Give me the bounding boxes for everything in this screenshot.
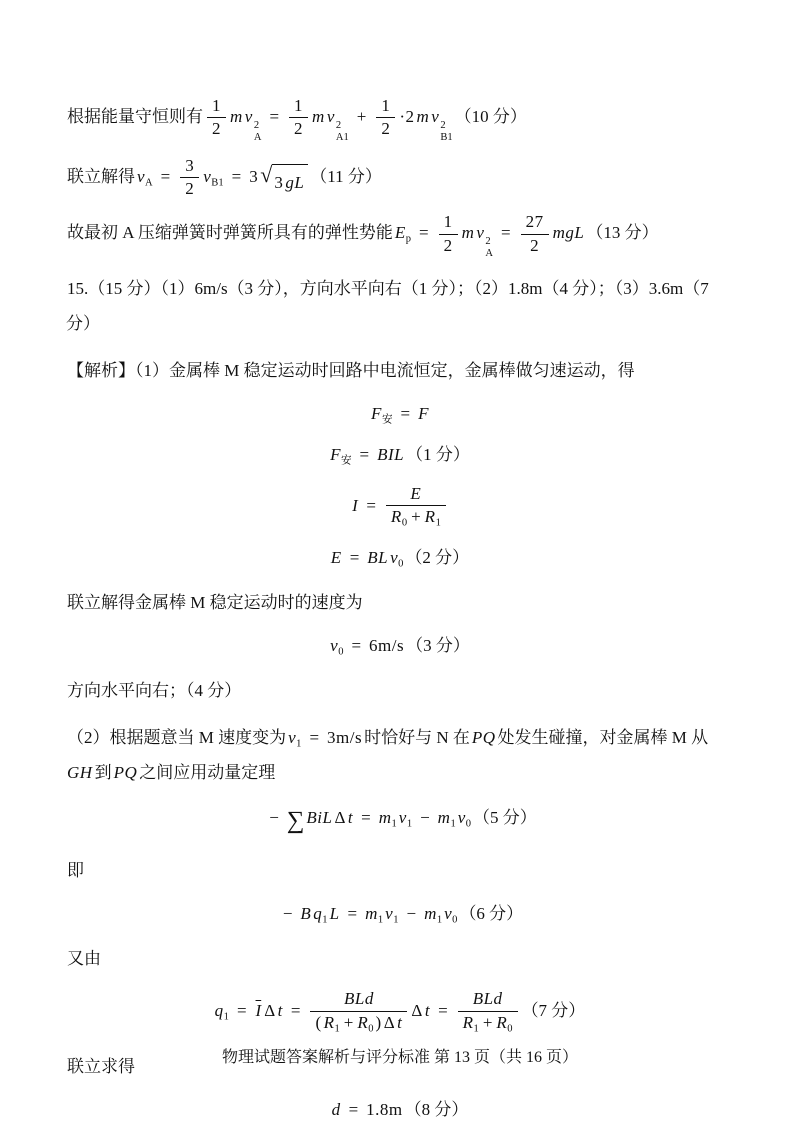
number <box>212 119 221 139</box>
base-glyph: 3 <box>274 172 284 192</box>
formula-line <box>66 989 734 1036</box>
variable <box>332 1097 341 1123</box>
number <box>294 96 303 116</box>
denominator <box>439 235 458 256</box>
variable <box>444 901 457 929</box>
operator: − <box>269 808 279 828</box>
superscript: 2 <box>335 119 342 131</box>
numerator <box>180 156 199 178</box>
numerator <box>289 96 308 118</box>
variable <box>203 160 223 195</box>
base-glyph: PQ <box>471 728 496 748</box>
base-glyph: R <box>323 1012 335 1032</box>
base-glyph: v <box>431 106 440 126</box>
variable <box>137 160 153 195</box>
formula-line <box>66 901 734 929</box>
operator: = <box>348 1099 359 1119</box>
base-glyph: R <box>357 1012 369 1032</box>
denominator <box>180 178 199 199</box>
base-glyph: 6m/s <box>369 635 405 655</box>
radicand <box>272 164 308 201</box>
variable <box>352 493 358 519</box>
fraction <box>180 156 199 200</box>
text-run: 方向水平向右；（4 分） <box>67 681 242 701</box>
base-glyph: ( <box>315 1012 322 1032</box>
number <box>185 179 194 199</box>
overbar-variable: $\overline{I}$ <box>255 1001 262 1021</box>
variable <box>357 1013 373 1036</box>
operator: = <box>160 166 171 186</box>
variable <box>417 100 430 135</box>
variable <box>365 901 383 929</box>
variable <box>67 756 93 791</box>
subscript: 1 <box>393 914 399 926</box>
variable <box>330 901 340 927</box>
base-glyph: BLd <box>472 989 503 1009</box>
number <box>315 1013 321 1033</box>
text-run: （2）根据题意当 M 速度变为 <box>67 728 287 748</box>
variable <box>230 100 243 135</box>
operator: + <box>411 507 421 527</box>
subscript: 0 <box>398 558 404 570</box>
subscript: 0 <box>338 646 344 658</box>
operator: − <box>406 903 417 923</box>
base-glyph: t <box>277 1001 283 1021</box>
operator: + <box>482 1012 493 1032</box>
number <box>411 998 422 1024</box>
number <box>334 805 345 831</box>
fraction <box>386 484 446 531</box>
variable <box>377 442 404 468</box>
variable <box>424 901 442 929</box>
base-glyph: m <box>461 223 475 243</box>
base-glyph: 27 <box>525 212 544 232</box>
base-glyph: m <box>437 808 451 828</box>
formula-line <box>66 1097 734 1123</box>
page-footer: 物理试题答案解析与评分标准 第 13 页（共 16 页） <box>221 1049 578 1066</box>
number <box>526 212 544 232</box>
text-run: 联立求得 <box>67 1056 135 1076</box>
numerator <box>376 96 395 118</box>
variable <box>458 805 471 833</box>
variable <box>288 721 301 756</box>
operator: = <box>400 403 411 423</box>
variable <box>463 1013 479 1036</box>
text-run: 联立解得 <box>67 166 135 186</box>
operator: = <box>438 1001 448 1021</box>
base-glyph: BIL <box>377 445 405 465</box>
number <box>249 160 258 195</box>
fraction <box>521 212 549 256</box>
variable <box>425 998 430 1024</box>
subscript: A <box>145 177 153 189</box>
operator: = <box>290 1001 301 1021</box>
base-glyph: m <box>424 903 437 923</box>
number <box>185 156 194 176</box>
base-glyph: m <box>230 106 243 126</box>
variable <box>245 100 262 144</box>
operator: = <box>349 547 360 567</box>
base-glyph: d <box>331 1099 341 1119</box>
base-glyph: L <box>329 903 340 923</box>
operator: = <box>351 635 362 655</box>
base-glyph: R <box>424 507 436 527</box>
text-run: 即 <box>67 860 84 880</box>
variable <box>371 401 392 429</box>
operator: = <box>231 166 242 186</box>
subscript: 1 <box>473 1023 479 1035</box>
superscript: 2 <box>485 236 491 248</box>
base-glyph: gL <box>285 172 305 192</box>
subscript: B1 <box>211 177 224 189</box>
text-run: （1 分） <box>406 445 470 465</box>
base-glyph: R <box>496 1012 508 1032</box>
variable <box>278 998 283 1024</box>
base-glyph: t <box>397 1012 403 1032</box>
base-glyph: t <box>424 1001 431 1021</box>
variable <box>462 216 475 251</box>
base-glyph: q <box>214 1001 224 1021</box>
variable <box>331 545 342 571</box>
fraction <box>376 96 395 140</box>
variable <box>306 805 332 831</box>
operator: − <box>420 808 430 828</box>
text-run: 之间应用动量定理 <box>139 763 276 783</box>
base-glyph: m <box>416 106 430 126</box>
number <box>212 96 221 116</box>
denominator <box>289 118 308 139</box>
base-glyph: BL <box>367 547 389 567</box>
radical-sign: √ <box>260 161 273 187</box>
formula-line <box>66 803 734 840</box>
number <box>327 721 362 756</box>
numerator <box>207 96 226 118</box>
numerator <box>458 989 518 1011</box>
subscript: 1 <box>334 1023 340 1035</box>
base-glyph: I <box>352 496 359 516</box>
subscript: 0 <box>401 517 408 529</box>
base-glyph: ·2 <box>399 106 415 126</box>
text-run: （2 分） <box>405 547 470 567</box>
denominator <box>386 506 446 530</box>
variable <box>395 216 411 251</box>
subscript: 1 <box>406 818 413 830</box>
operator: = <box>347 903 358 923</box>
operator: = <box>309 728 320 748</box>
subscript: 0 <box>507 1023 513 1035</box>
base-glyph: 2 <box>185 179 195 199</box>
text-run: （7 分） <box>521 1001 586 1021</box>
formula-line <box>66 545 734 573</box>
base-glyph: v <box>330 635 339 655</box>
base-glyph: PQ <box>113 763 138 783</box>
paragraph <box>66 721 734 791</box>
base-glyph: 3 <box>249 166 259 186</box>
variable <box>553 216 585 251</box>
summation-symbol: ∑ <box>286 806 305 834</box>
operator: = <box>361 808 371 828</box>
variable <box>312 100 325 135</box>
base-glyph: 1 <box>212 96 221 115</box>
numerator <box>386 484 446 506</box>
variable <box>324 1013 340 1036</box>
variable <box>330 633 343 661</box>
text-run: 【解析】（1）金属棒 M 稳定运动时回路中电流恒定，金属棒做匀速运动，得 <box>67 361 635 381</box>
base-glyph: v <box>288 728 297 748</box>
subscript: 安 <box>341 456 352 468</box>
operator: = <box>236 1001 247 1021</box>
base-glyph: v <box>457 808 466 828</box>
variable <box>114 756 138 791</box>
fraction <box>207 96 226 140</box>
base-glyph: GH <box>67 763 93 783</box>
base-glyph: v <box>444 903 453 923</box>
subscript: 1 <box>322 914 328 926</box>
paragraph <box>66 942 734 977</box>
superscript: 2 <box>440 119 446 131</box>
operator: = <box>501 223 511 243</box>
subscript: 1 <box>223 1012 229 1024</box>
variable <box>425 507 441 530</box>
text-run: 根据能量守恒则有 <box>67 106 203 126</box>
base-glyph: v <box>385 903 394 923</box>
variable <box>476 216 493 260</box>
text-run: （10 分） <box>454 106 527 126</box>
base-glyph: mgL <box>552 223 585 243</box>
base-glyph: E <box>394 223 406 243</box>
fraction <box>439 212 458 256</box>
base-glyph: 2 <box>212 119 221 139</box>
text-run: （8 分） <box>404 1099 469 1119</box>
operator: = <box>359 445 370 465</box>
subscript: p <box>405 233 411 245</box>
text-run: 又由 <box>67 949 101 969</box>
fraction <box>289 96 308 140</box>
base-glyph: Δ <box>411 1001 423 1021</box>
operator: = <box>269 106 280 126</box>
text-run: 到 <box>94 763 112 783</box>
number <box>294 119 303 139</box>
variable <box>410 484 421 504</box>
base-glyph: F <box>418 403 429 423</box>
text-run: 15.（15 分）（1）6m/s（3 分），方向水平向右（1 分）；（2）1.8m（4 分）；（3）3.6m（7 分） <box>66 279 709 334</box>
base-glyph: Δ <box>383 1012 396 1032</box>
variable <box>472 721 496 756</box>
paragraph <box>66 354 734 389</box>
denominator <box>310 1012 407 1036</box>
subscript: A <box>485 248 494 260</box>
numerator <box>310 989 407 1011</box>
subscript: 1 <box>436 914 443 926</box>
text-run: （5 分） <box>473 808 537 828</box>
base-glyph: m <box>365 903 378 923</box>
paragraph <box>66 96 734 144</box>
base-glyph: v <box>326 106 335 126</box>
number <box>384 1013 395 1033</box>
text-run: （13 分） <box>586 223 659 243</box>
number <box>444 236 453 256</box>
base-glyph: v <box>390 547 399 567</box>
variable <box>438 805 456 833</box>
base-glyph: v <box>398 808 407 828</box>
fraction <box>310 989 407 1036</box>
base-glyph: BLd <box>344 989 374 1009</box>
number <box>530 236 539 256</box>
base-glyph: m <box>312 106 325 126</box>
paragraph <box>66 586 734 621</box>
subscript: 0 <box>465 818 472 830</box>
operator: = <box>419 223 429 243</box>
number <box>264 998 275 1024</box>
scripts-stack <box>336 120 349 144</box>
base-glyph: 2 <box>530 235 540 255</box>
text-run: （11 分） <box>310 166 382 186</box>
denominator <box>458 1012 518 1036</box>
scripts-stack <box>254 120 262 144</box>
base-glyph: 3m/s <box>327 728 363 748</box>
subscript: 1 <box>391 818 397 830</box>
base-glyph: Δ <box>334 808 346 828</box>
base-glyph: m <box>378 808 392 828</box>
operator: + <box>356 106 367 126</box>
variable <box>379 805 397 833</box>
numerator <box>521 212 549 234</box>
variable <box>496 1013 512 1036</box>
base-glyph: 2 <box>381 119 391 139</box>
base-glyph: R <box>462 1012 474 1032</box>
scripts-stack <box>485 236 493 260</box>
base-glyph: 2 <box>294 119 304 139</box>
subscript: 1 <box>296 738 302 750</box>
numerator <box>439 212 458 234</box>
variable <box>391 507 407 530</box>
variable <box>431 100 452 144</box>
variable <box>330 442 351 470</box>
variable <box>327 100 349 144</box>
variable <box>300 901 311 927</box>
variable <box>344 989 374 1009</box>
denominator <box>376 118 395 139</box>
base-glyph: 3 <box>185 155 195 175</box>
number <box>366 1097 402 1123</box>
subscript: A1 <box>335 131 349 143</box>
formula-line <box>66 401 734 429</box>
paragraph <box>66 674 734 709</box>
variable <box>215 998 229 1026</box>
variable <box>367 545 388 571</box>
variable <box>473 989 503 1009</box>
number <box>369 633 404 659</box>
text-run: （6 分） <box>459 903 524 923</box>
variable <box>385 901 398 929</box>
subscript: A <box>253 131 262 143</box>
text-run: （3 分） <box>406 635 470 655</box>
square-root <box>260 163 308 201</box>
number <box>381 96 390 116</box>
operator: + <box>343 1012 354 1032</box>
subscript: 0 <box>368 1023 374 1035</box>
base-glyph: v <box>137 166 146 186</box>
variable <box>348 805 353 831</box>
base-glyph: BiL <box>306 808 333 828</box>
base-glyph: E <box>410 483 422 503</box>
base-glyph: ) <box>375 1012 382 1032</box>
number <box>444 212 453 232</box>
denominator <box>521 235 549 256</box>
base-glyph: B <box>300 903 312 923</box>
number <box>399 100 414 135</box>
paragraph <box>66 212 734 260</box>
text-run: 联立解得金属棒 M 稳定运动时的速度为 <box>67 593 363 613</box>
text-run: 故最初 A 压缩弹簧时弹簧所具有的弹性势能 <box>67 223 393 243</box>
paragraph <box>66 854 734 889</box>
base-glyph: v <box>476 223 485 243</box>
base-glyph: v <box>203 166 212 186</box>
text-run: 处发生碰撞，对金属棒 M 从 <box>497 728 709 748</box>
variable <box>399 805 412 833</box>
base-glyph: q <box>313 903 323 923</box>
variable <box>397 1013 402 1033</box>
base-glyph: 1 <box>381 96 391 115</box>
base-glyph: R <box>390 507 402 527</box>
paragraph <box>66 156 734 201</box>
number <box>381 119 390 139</box>
base-glyph: F <box>371 403 382 423</box>
number <box>376 1013 382 1033</box>
text-run: 时恰好与 N 在 <box>364 728 470 748</box>
base-glyph: F <box>330 445 341 465</box>
base-glyph: t <box>347 808 354 828</box>
variable <box>285 166 304 201</box>
subscript: 0 <box>452 914 458 926</box>
number <box>274 166 283 201</box>
base-glyph: 1 <box>443 212 453 232</box>
subscript: 1 <box>435 517 441 529</box>
subscript: 1 <box>450 818 456 830</box>
superscript: 2 <box>253 119 260 131</box>
formula-line <box>66 484 734 531</box>
formula-line <box>66 633 734 661</box>
base-glyph: 1.8m <box>366 1099 403 1119</box>
denominator <box>207 118 226 139</box>
base-glyph: 2 <box>443 235 453 255</box>
operator: − <box>282 903 293 923</box>
base-glyph: v <box>244 106 253 126</box>
fraction <box>458 989 518 1036</box>
base-glyph: Δ <box>264 1001 276 1021</box>
operator: = <box>366 496 376 516</box>
base-glyph: E <box>330 547 342 567</box>
subscript: B1 <box>440 131 453 143</box>
scripts-stack <box>440 120 452 144</box>
subscript: 安 <box>381 414 393 426</box>
base-glyph: 1 <box>294 96 304 115</box>
formula-line <box>66 442 734 470</box>
subscript: 1 <box>377 914 384 926</box>
paragraph <box>66 272 734 342</box>
variable <box>418 401 429 427</box>
variable <box>313 901 327 929</box>
variable <box>390 545 403 573</box>
